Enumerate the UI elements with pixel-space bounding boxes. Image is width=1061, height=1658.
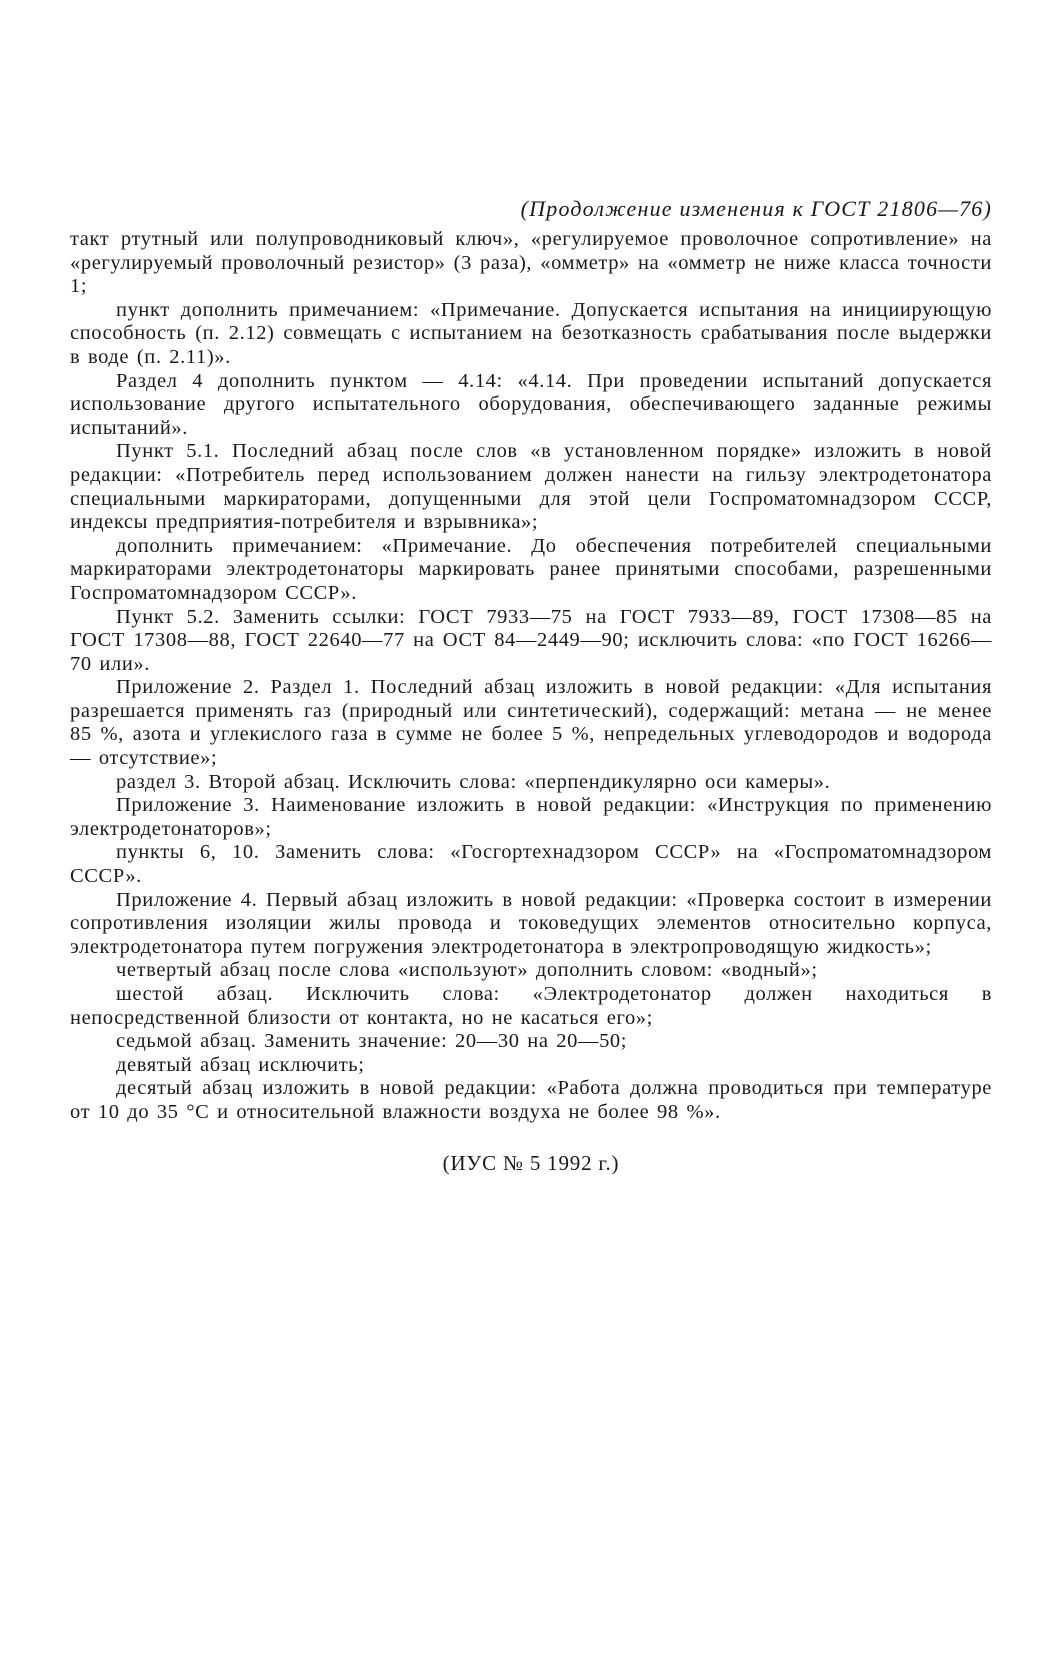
paragraph-5: дополнить примечанием: «Примечание. До обеспечения потребителей специальными маркираторами электродетонаторы маркировать ранее принятыми способами, разрешенными Госпроматомнадзором СССР».: [70, 534, 992, 604]
document-page: [70, 196, 992, 1176]
paragraph-9: Приложение 3. Наименование изложить в новой редакции: «Инструкция по применению электродетонаторов»;: [70, 794, 992, 840]
paragraph-1: такт ртутный или полупроводниковый ключ», «регулируемое проволочное сопротивление» на «регулируемый проволочный резистор» (3 раза), «омметр» на «омметр не ниже класса точности 1;: [70, 228, 992, 298]
paragraph-4: Пункт 5.1. Последний абзац после слов «в установленном порядке» изложить в новой редакции: «Потребитель перед использованием должен нанести на гильзу электродетонатора специальными маркираторами, допущенными для этой цели Госпроматомнадзором СССР, индексы предприятия-потребителя и взрывника»;: [70, 440, 992, 534]
paragraph-14: седьмой абзац. Заменить значение: 20—30 на 20—50;: [116, 1030, 628, 1053]
paragraph-7: Приложение 2. Раздел 1. Последний абзац изложить в новой редакции: «Для испытания разрешается применять газ (природный или синтетический), содержащий: метана — не менее 85 %, азота и углекислого газа в сумме не более 5 %, непредельных углеводородов и водорода — отсутствие»;: [70, 676, 992, 770]
paragraph-2: пункт дополнить примечанием: «Примечание. Допускается испытания на инициирующую способность (п. 2.12) совмещать с испытанием на безотказность срабатывания после выдержки в воде (п. 2.11)».: [70, 298, 992, 368]
paragraph-6: Пункт 5.2. Заменить ссылки: ГОСТ 7933—75 на ГОСТ 7933—89, ГОСТ 17308—85 на ГОСТ 17308—88, ГОСТ 22640—77 на ОСТ 84—2449—90; исключить слова: «по ГОСТ 16266—70 или».: [70, 605, 992, 675]
paragraph-16: десятый абзац изложить в новой редакции: «Работа должна проводиться при температуре от 10 до 35 °С и относительной влажности воздуха не более 98 %».: [70, 1077, 992, 1123]
paragraph-11: Приложение 4. Первый абзац изложить в новой редакции: «Проверка состоит в измерении сопротивления изоляции жилы провода и токоведущих элементов относительно корпуса, электродетонатора путем погружения электродетонатора в электропроводящую жидкость»;: [70, 888, 992, 958]
paragraph-3: Раздел 4 дополнить пунктом — 4.14: «4.14. При проведении испытаний допускается использование другого испытательного оборудования, обеспечивающего заданные режимы испытаний».: [70, 369, 992, 439]
paragraph-15: девятый абзац исключить;: [116, 1053, 365, 1076]
page-header: (Продолжение изменения к ГОСТ 21806—76): [520, 196, 992, 221]
paragraph-12: четвертый абзац после слова «используют» дополнить словом: «водный»;: [116, 959, 818, 982]
paragraph-13: шестой абзац. Исключить слова: «Электродетонатор должен находиться в непосредственной близости от контакта, но не касаться его»;: [70, 983, 992, 1029]
paragraph-10: пункты 6, 10. Заменить слова: «Госгортехнадзором СССР» на «Госпроматомнадзором СССР».: [70, 841, 992, 888]
paragraph-8: раздел 3. Второй абзац. Исключить слова: «перпендикулярно оси камеры».: [116, 770, 831, 793]
publication-reference: (ИУС № 5 1992 г.): [442, 1150, 620, 1175]
